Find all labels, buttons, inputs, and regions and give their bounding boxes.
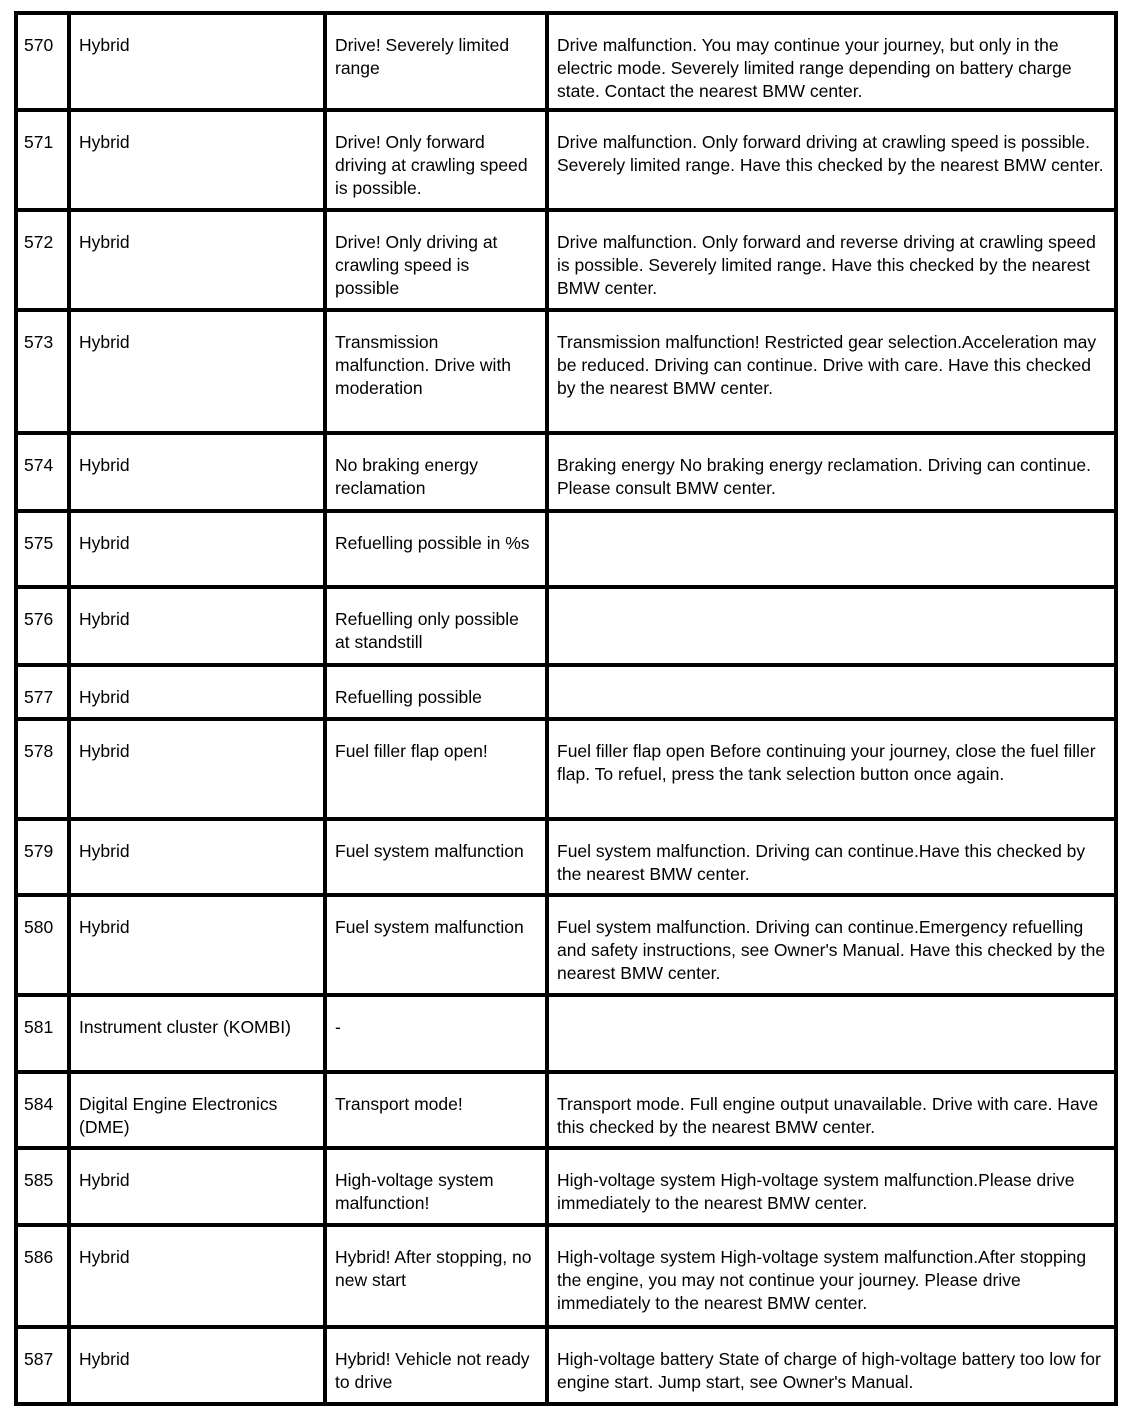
code-cell: 570 [18,15,71,108]
description-cell: Braking energy No braking energy reclamation. Driving can continue. Please consult BMW center. [549,435,1118,509]
code-cell: 585 [18,1150,71,1223]
message-cell: Hybrid! After stopping, no new start [327,1227,549,1325]
table-row [18,312,1118,435]
description-cell [549,997,1118,1070]
code-cell: 571 [18,112,71,208]
table-row [18,997,1118,1074]
module-cell: Hybrid [71,513,327,585]
message-cell: Drive! Severely limited range [327,15,549,108]
message-cell: Hybrid! Vehicle not ready to drive [327,1329,549,1402]
module-cell: Hybrid [71,112,327,208]
description-cell: Transmission malfunction! Restricted gear selection.Acceleration may be reduced. Driving can continue. Drive with care. Have this checked by the nearest BMW center. [549,312,1118,431]
description-cell [549,667,1118,717]
code-cell: 587 [18,1329,71,1402]
table-row [18,15,1118,112]
table-row [18,589,1118,667]
table-row [18,435,1118,513]
table-row [18,897,1118,997]
description-cell: High-voltage battery State of charge of high-voltage battery too low for engine start. Jump start, see Owner's Manual. [549,1329,1118,1402]
module-cell: Hybrid [71,1329,327,1402]
message-cell: Drive! Only forward driving at crawling speed is possible. [327,112,549,208]
message-cell: No braking energy reclamation [327,435,549,509]
description-cell: High-voltage system High-voltage system malfunction.After stopping the engine, you may not continue your journey. Please drive immediately to the nearest BMW center. [549,1227,1118,1325]
check-control-table [14,11,1118,1406]
message-cell: Drive! Only driving at crawling speed is possible [327,212,549,308]
module-cell: Hybrid [71,1150,327,1223]
message-cell: - [327,997,549,1070]
table-row [18,112,1118,212]
description-cell: Fuel system malfunction. Driving can continue.Emergency refuelling and safety instructions, see Owner's Manual. Have this checked by the nearest BMW center. [549,897,1118,993]
description-cell [549,589,1118,663]
table-row [18,1227,1118,1329]
module-cell: Hybrid [71,1227,327,1325]
message-cell: Fuel system malfunction [327,821,549,893]
table-row [18,1150,1118,1227]
code-cell: 574 [18,435,71,509]
table-row [18,721,1118,821]
message-cell: Refuelling possible in %s [327,513,549,585]
description-cell: Drive malfunction. You may continue your journey, but only in the electric mode. Severely limited range depending on battery charge state. Contact the nearest BMW center. [549,15,1118,108]
module-cell: Hybrid [71,435,327,509]
description-cell: High-voltage system High-voltage system malfunction.Please drive immediately to the nearest BMW center. [549,1150,1118,1223]
module-cell: Hybrid [71,667,327,717]
code-cell: 577 [18,667,71,717]
table-row [18,667,1118,721]
code-cell: 573 [18,312,71,431]
message-cell: Fuel system malfunction [327,897,549,993]
message-cell: Transmission malfunction. Drive with moderation [327,312,549,431]
code-cell: 580 [18,897,71,993]
module-cell: Hybrid [71,897,327,993]
table-row [18,1074,1118,1150]
message-cell: High-voltage system malfunction! [327,1150,549,1223]
module-cell: Hybrid [71,589,327,663]
table-row [18,212,1118,312]
module-cell: Hybrid [71,212,327,308]
message-cell: Fuel filler flap open! [327,721,549,817]
message-cell: Refuelling possible [327,667,549,717]
message-cell: Transport mode! [327,1074,549,1146]
code-cell: 576 [18,589,71,663]
code-cell: 572 [18,212,71,308]
description-cell: Transport mode. Full engine output unavailable. Drive with care. Have this checked by the nearest BMW center. [549,1074,1118,1146]
module-cell: Hybrid [71,15,327,108]
description-cell: Drive malfunction. Only forward driving at crawling speed is possible. Severely limited range. Have this checked by the nearest BMW center. [549,112,1118,208]
code-cell: 584 [18,1074,71,1146]
module-cell: Hybrid [71,312,327,431]
code-cell: 578 [18,721,71,817]
table-row [18,1329,1118,1406]
module-cell: Digital Engine Electronics (DME) [71,1074,327,1146]
message-cell: Refuelling only possible at standstill [327,589,549,663]
table-row [18,513,1118,589]
code-cell: 579 [18,821,71,893]
description-cell: Fuel filler flap open Before continuing your journey, close the fuel filler flap. To refuel, press the tank selection button once again. [549,721,1118,817]
code-cell: 581 [18,997,71,1070]
module-cell: Hybrid [71,721,327,817]
code-cell: 586 [18,1227,71,1325]
module-cell: Hybrid [71,821,327,893]
description-cell [549,513,1118,585]
table-row [18,821,1118,897]
code-cell: 575 [18,513,71,585]
description-cell: Fuel system malfunction. Driving can continue.Have this checked by the nearest BMW center. [549,821,1118,893]
module-cell: Instrument cluster (KOMBI) [71,997,327,1070]
description-cell: Drive malfunction. Only forward and reverse driving at crawling speed is possible. Severely limited range. Have this checked by the nearest BMW center. [549,212,1118,308]
